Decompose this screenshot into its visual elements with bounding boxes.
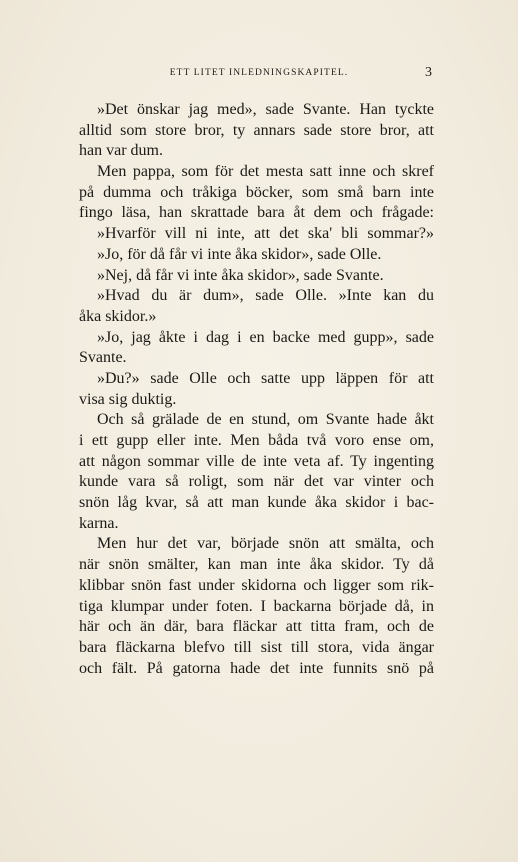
text-line: klibbar snön fast under skidorna och ligger som rik- — [79, 576, 434, 594]
text-line: »Nej, då får vi inte åka skidor», sade Svante. — [97, 266, 384, 284]
text-line: här och än där, bara fläckar att titta fram, och de — [79, 618, 434, 636]
body-text — [79, 100, 434, 679]
text-line: han var dum. — [79, 142, 163, 160]
text-line: Svante. — [79, 349, 127, 367]
text-line: fingo läsa, han skrattade bara åt dem och frågade: — [79, 204, 434, 222]
chapter-title: ETT LITET INLEDNINGSKAPITEL. — [169, 68, 349, 78]
text-line: Men hur det var, började snön att smälta, och — [97, 535, 434, 553]
text-line: i ett gupp eller inte. Men båda två voro ense om, — [79, 432, 434, 449]
text-line: Men pappa, som för det mesta satt inne och skref — [97, 163, 434, 181]
text-line: tiga klumpar under foten. I backarna började då, in — [79, 597, 434, 615]
text-line: »Jo, för då får vi inte åka skidor», sade Olle. — [97, 245, 382, 263]
page-number: 3 — [425, 65, 432, 80]
text-line: på dumma och tråkiga böcker, som små barn inte — [79, 183, 434, 201]
text-line: kunde vara så roligt, som när det var vinter och — [79, 473, 434, 491]
text-line: »Det önskar jag med», sade Svante. Han tyckte — [97, 101, 434, 118]
text-line: när snön smälter, kan man inte åka skidor. Ty då — [79, 556, 434, 574]
text-line: »Hvad du är dum», sade Olle. »Inte kan du — [97, 287, 434, 305]
text-line: »Hvarför vill ni inte, att det ska' bli sommar?» — [97, 225, 434, 243]
text-line: och fält. På gatorna hade det inte funnits snö på — [79, 659, 434, 677]
running-head — [0, 66, 518, 82]
text-line: visa sig duktig. — [79, 390, 177, 408]
text-line: »Du?» sade Olle och satte upp läppen för att — [97, 369, 434, 387]
text-line: Och så grälade de en stund, om Svante hade åkt — [97, 411, 434, 429]
text-line: snön låg kvar, så att man kunde åka skidor i bac- — [79, 494, 434, 512]
text-line: åka skidor.» — [79, 307, 157, 325]
text-line: bara fläckarna blefvo till sist till stora, vida ängar — [79, 638, 434, 656]
text-line: karna. — [79, 514, 119, 532]
text-line: »Jo, jag åkte i dag i en backe med gupp», sade — [97, 328, 434, 346]
text-line: alltid som store bror, ty annars sade store bror, att — [79, 121, 434, 139]
text-line: att någon sommar ville de inte veta af. Ty ingenting — [79, 452, 434, 470]
